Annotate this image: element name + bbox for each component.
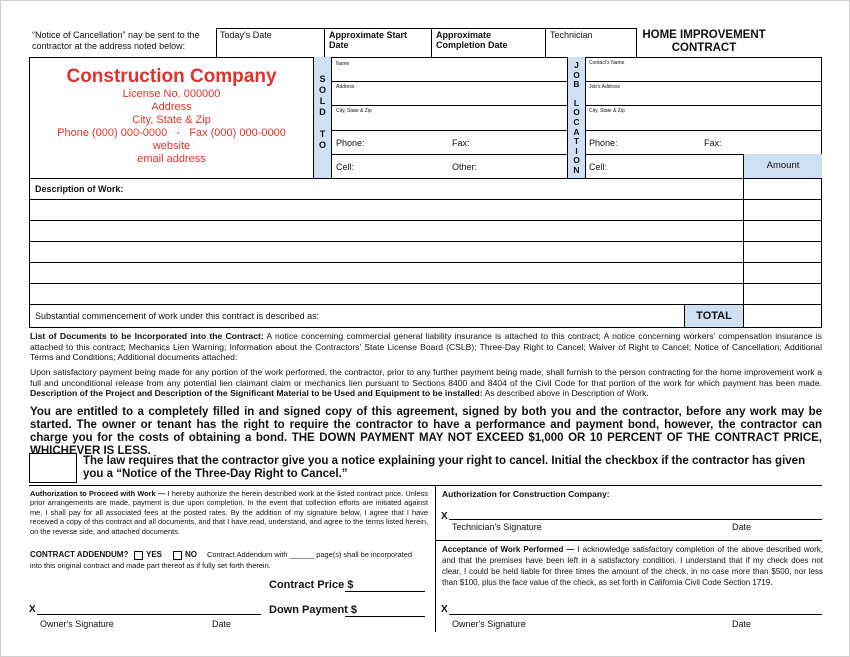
contract-price-input[interactable] — [346, 578, 425, 591]
contract-price-label: Contract Price $ — [269, 579, 354, 591]
total-input[interactable] — [744, 305, 821, 327]
addendum-yes-checkbox[interactable] — [134, 551, 143, 560]
company-city: City, State & Zip — [132, 114, 211, 126]
addendum-no-checkbox[interactable] — [173, 551, 182, 560]
description-input[interactable] — [30, 200, 742, 303]
company-authorization-label: Authorization for Construction Company: — [442, 489, 610, 499]
company-phone-fax: Phone (000) 000-0000 - Fax (000) 000-0000 — [57, 127, 286, 139]
company-email: email address — [137, 153, 206, 165]
technician-cell[interactable] — [545, 28, 637, 57]
todays-date-label: Today's Date — [220, 30, 272, 40]
start-date-cell[interactable] — [324, 28, 431, 57]
cancel-notice-text: The law requires that the contractor give you a notice explaining your right to cancel. Initial the checkbox if the contractor has given you a “Notice of the Three-Day Right to Cancel.” — [83, 455, 806, 480]
contract-title: HOME IMPROVEMENT CONTRACT — [642, 29, 766, 54]
down-payment-label: Down Payment $ — [269, 604, 358, 616]
job-phone-field[interactable]: Phone: — [589, 138, 618, 148]
todays-date-cell[interactable] — [216, 28, 324, 57]
amount-input[interactable] — [744, 200, 821, 303]
entitled-paragraph: You are entitled to a completely filled in and signed copy of this agreement, signed by both you and the contractor, before any work may be started. The owner or tenant has the right to require the contractor to have a performance and payment bond, however, the contractor can charge you for the costs of obtaining a bond. THE DOWN PAYMENT MAY NOT EXCEED $1,000 OR 10 PERCENT OF THE CONTRACT PRICE, WHICHEVER IS LESS. — [30, 406, 822, 457]
tech-signature-label: Technician's Signature — [452, 522, 542, 532]
amount-header: Amount — [743, 154, 822, 178]
completion-date-label: Approximate Completion Date — [436, 30, 508, 50]
acceptance-signature-input[interactable] — [450, 601, 821, 614]
sold-to-other-field[interactable]: Other: — [452, 162, 478, 172]
cancellation-notice: “Notice of Cancellation” nay be sent to the contractor at the address noted below: — [32, 30, 200, 51]
addendum-yes-label: YES — [146, 550, 163, 559]
payment-paragraph: Upon satisfactory payment being made for any portion of the work performed, the contractor, prior to any further payment being made, shall furnish to the person contracting for the home improvement work a full and unconditional release from any potential lien claimant claim or mechanics lien pursuant to Sections 8400 and 8404 of the Civil Code for that portion of the work for which payment has been made. Description of the Project and Description of the Significant Material to be Used and Equipment to be installed: As described above in Description of Work. — [30, 367, 822, 398]
job-fax-field[interactable]: Fax: — [704, 138, 722, 148]
acceptance-signature-label: Owner's Signature — [452, 619, 526, 629]
job-contact-field[interactable]: Contact's Name — [589, 60, 625, 66]
company-block — [30, 66, 313, 166]
tech-date-label: Date — [732, 522, 752, 532]
addendum-no-label: NO — [185, 550, 197, 559]
sold-to-fax-field[interactable]: Fax: — [452, 138, 470, 148]
tech-x-mark: X — [441, 511, 448, 522]
sold-to-name-field[interactable]: Name — [336, 61, 350, 67]
commencement-label: Substantial commencement of work under this contract is described as: — [35, 311, 320, 321]
job-address-field[interactable]: Job's Address — [589, 84, 620, 90]
company-address: Address — [151, 101, 192, 113]
technician-label: Technician — [550, 30, 593, 40]
owner-signature-input[interactable] — [38, 601, 260, 614]
job-city-field[interactable]: City, State & Zip — [589, 108, 625, 114]
documents-paragraph: List of Documents to be Incorporated into the Contract: A notice concerning commercial general liability insurance is attached to this contract; A notice concerning workers’ compensation insurance is attached to this contract; Mechanics Lien Warning; Information about the Contractors’ State License Board (CSLB); Three-Day Right to Cancel; Waiver of Right to Cancel; Notice of Cancellation; Additional Terms and Conditions; Additional documents attached: — [30, 331, 822, 362]
owner-x-mark: X — [29, 604, 36, 615]
sold-to-cell-field[interactable]: Cell: — [336, 162, 355, 172]
addendum-label: CONTRACT ADDENDUM? — [30, 550, 129, 559]
start-date-label: Approximate Start Date — [329, 30, 408, 50]
acceptance-date-label: Date — [732, 619, 752, 629]
owner-signature-label: Owner's Signature — [40, 619, 114, 629]
sold-to-address-field[interactable]: Address — [336, 84, 355, 90]
company-website: website — [152, 140, 191, 152]
sold-to-label: S O L D T O — [313, 57, 332, 178]
cancel-initial-checkbox[interactable] — [29, 453, 77, 483]
acceptance-x-mark: X — [441, 604, 448, 615]
addendum-text: Contract Addendum with ______ page(s) shall be incorporated — [207, 550, 413, 559]
owner-date-label: Date — [212, 619, 232, 629]
total-label: TOTAL — [685, 305, 743, 327]
sold-to-city-field[interactable]: City, State & Zip — [336, 108, 372, 114]
authorization-paragraph: Authorization to Proceed with Work — I hereby authorize the herein described work at the listed contract price. Unless prior arrangements are made, payment is due upon completion. In the event that collection efforts are initiated against me, I shall pay for all associated fees at the posted rates. By the addition of my signature below, I agree that I have received a copy of this contract and all documents, and that I have read, understand, and agree to the terms listed herein, on the reverse side, and attached documents. — [30, 489, 428, 536]
company-name: Construction Company — [66, 66, 277, 87]
addendum-text-2: into this original contract and made part thereof as if fully set forth therein. — [30, 561, 271, 570]
down-payment-input[interactable] — [346, 603, 425, 616]
tech-signature-input[interactable] — [450, 505, 821, 518]
job-cell-field[interactable]: Cell: — [589, 162, 608, 172]
sold-to-phone-field[interactable]: Phone: — [336, 138, 365, 148]
description-label: Description of Work: — [35, 184, 124, 194]
acceptance-paragraph: Acceptance of Work Performed — I acknowledge satisfactory completion of the above described work, and that the premises have been left in a satisfactory condition. I understand that if my check does not clear, I could be held liable for three times the amount of the check, in no case more than $500, nor less than $100, plus the face value of the check, as set forth in California Civil Code Section 1719. — [442, 545, 824, 587]
job-location-label: J O B L O C A T I O N — [567, 57, 586, 178]
completion-date-cell[interactable] — [431, 28, 545, 57]
company-license: License No. 000000 — [122, 88, 221, 100]
